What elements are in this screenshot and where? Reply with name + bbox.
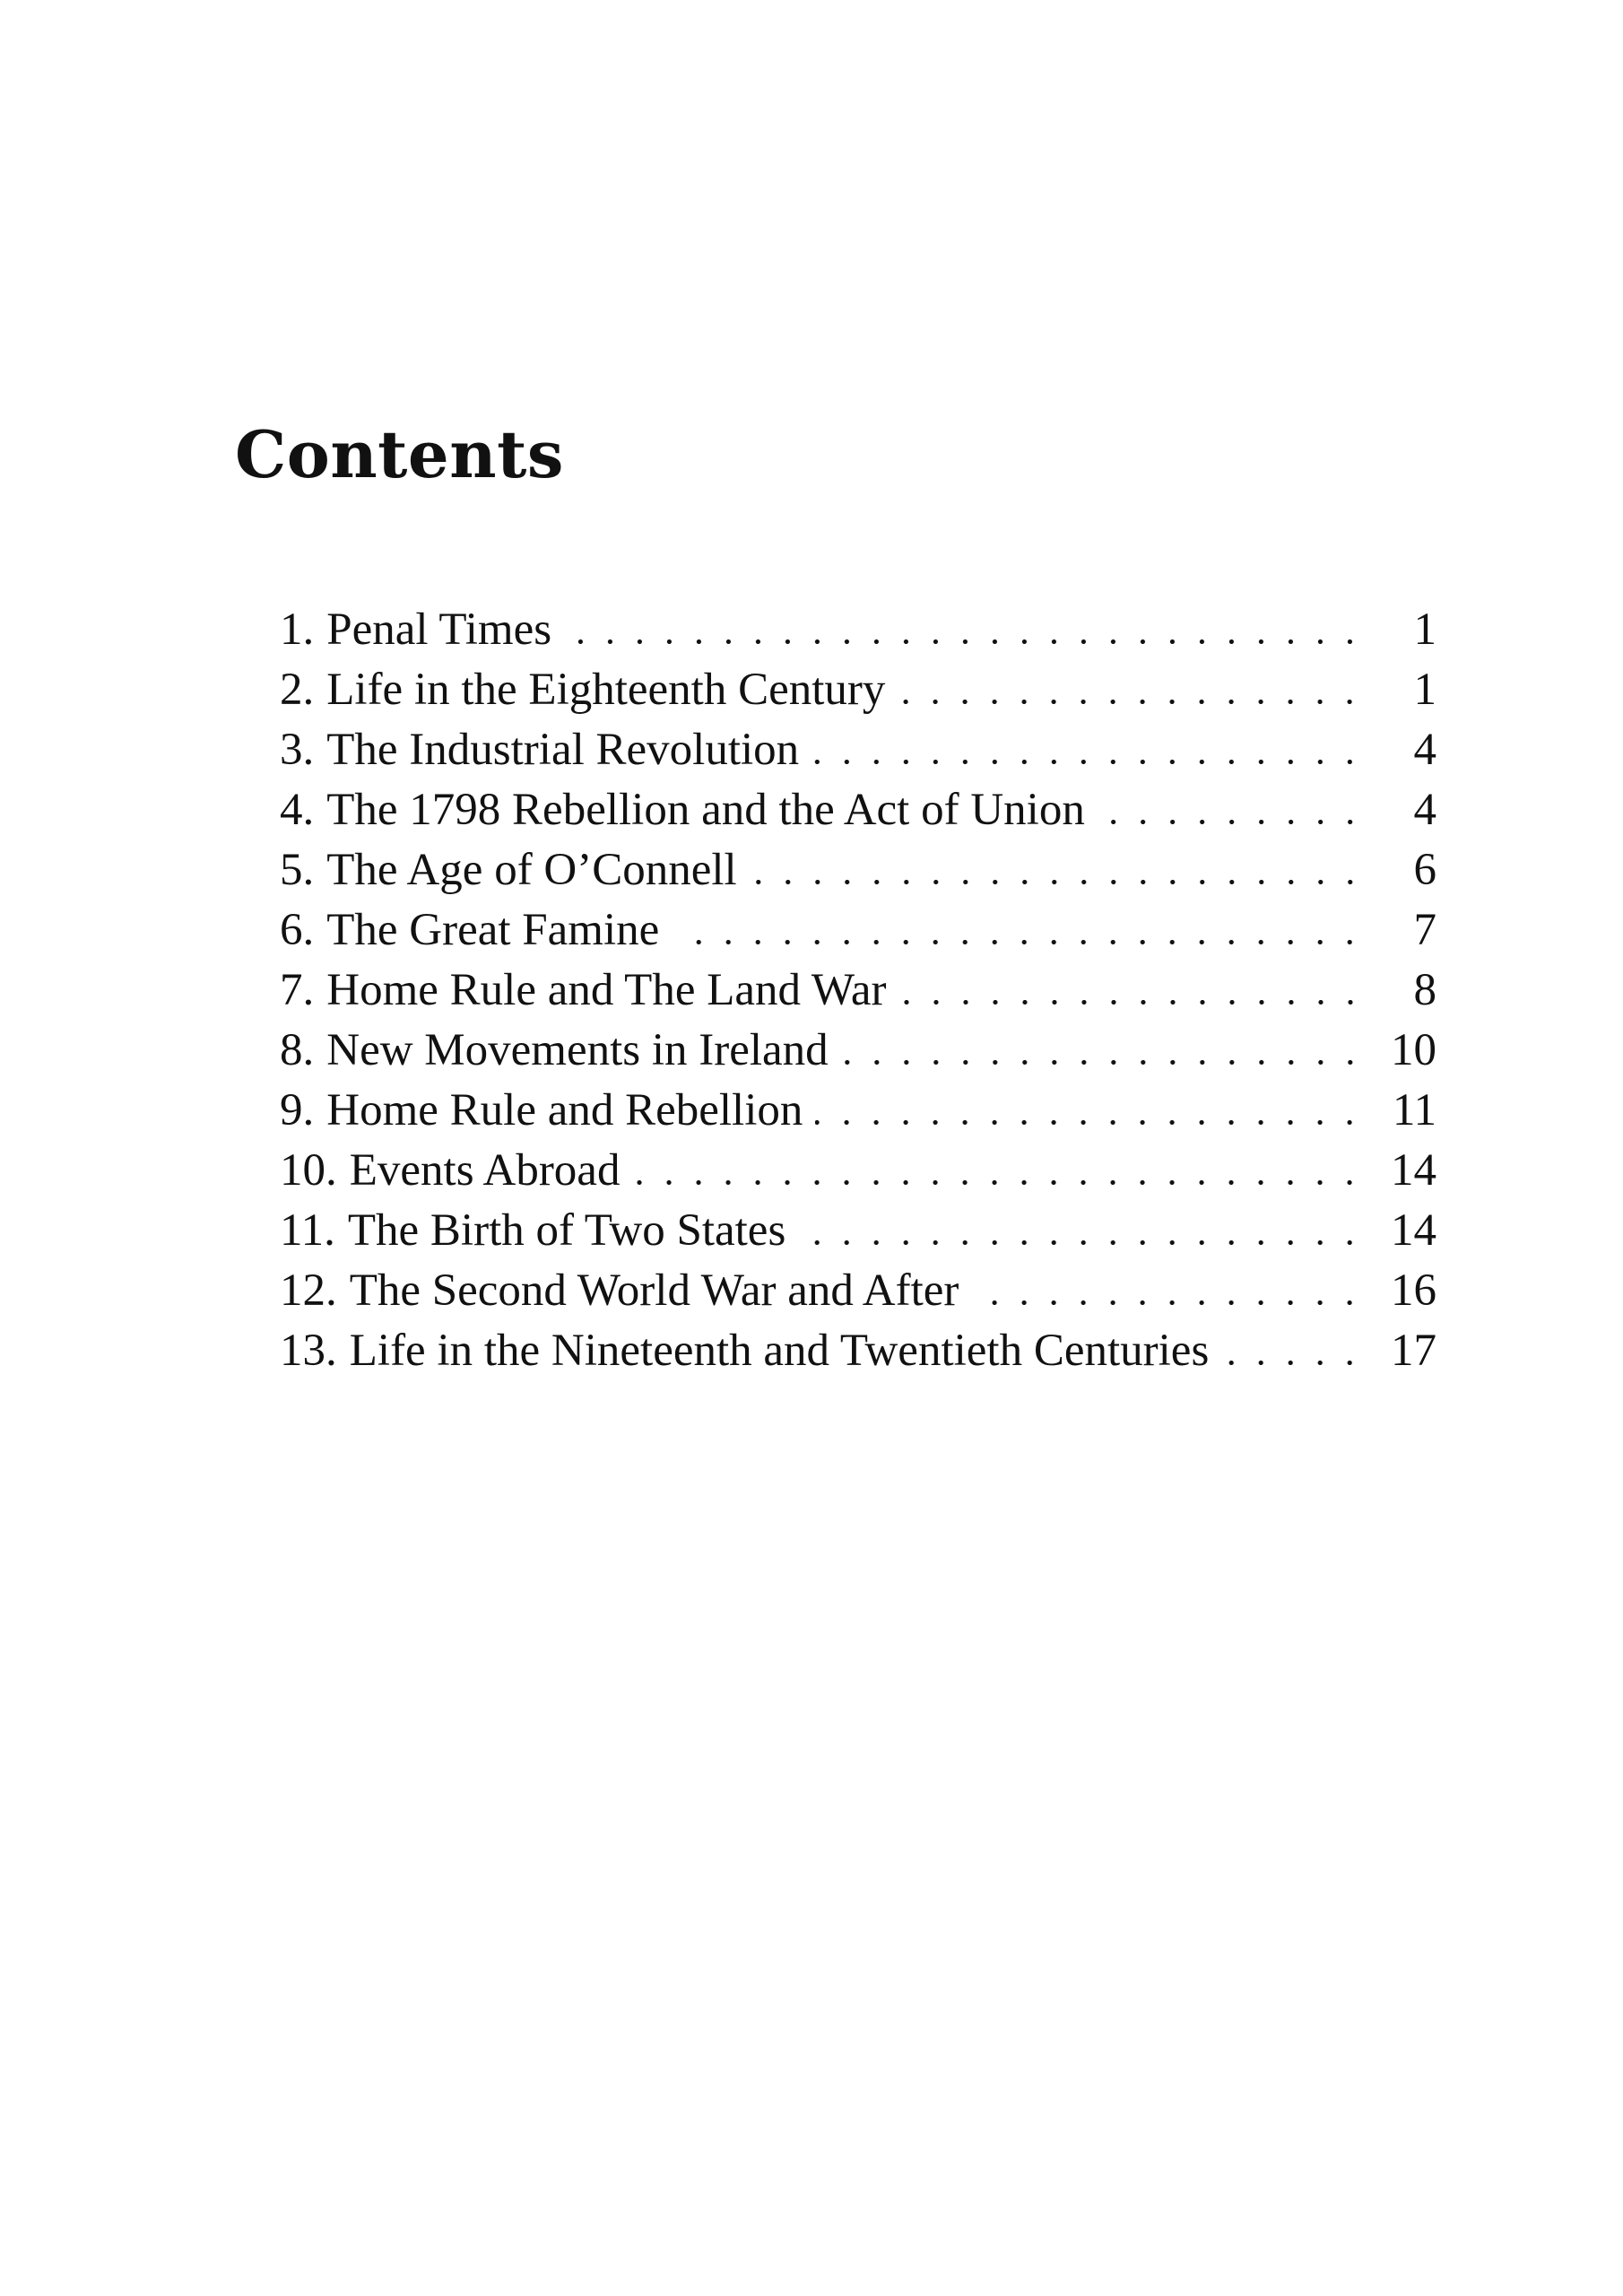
toc-entry-title: Penal Times bbox=[326, 604, 552, 655]
dot-leader bbox=[841, 1023, 1365, 1077]
toc-entry-6 bbox=[280, 900, 1436, 960]
toc-entry-title: The Industrial Revolution bbox=[326, 724, 800, 775]
toc-entry-title: The Second World War and After bbox=[349, 1265, 959, 1316]
toc-entry-title: Life in the Eighteenth Century bbox=[326, 664, 886, 715]
toc-entry-page: 8 bbox=[1413, 964, 1436, 1015]
toc-entry-11 bbox=[280, 1200, 1436, 1260]
toc-entry-number: 8. bbox=[280, 1024, 315, 1075]
toc-entry-page: 1 bbox=[1413, 664, 1436, 715]
dot-leader bbox=[815, 1083, 1365, 1137]
toc-entry-page: 14 bbox=[1391, 1205, 1436, 1256]
toc-entry-12 bbox=[280, 1260, 1436, 1320]
dot-leader bbox=[632, 1144, 1365, 1197]
toc-entry-1 bbox=[280, 599, 1436, 659]
toc-entry-page: 11 bbox=[1392, 1084, 1436, 1135]
dot-leader bbox=[898, 663, 1365, 717]
toc-entry-title: The Great Famine bbox=[326, 904, 660, 955]
toc-entry-title: Events Abroad bbox=[349, 1144, 621, 1196]
toc-entry-number: 7. bbox=[280, 964, 315, 1015]
toc-entry-number: 9. bbox=[280, 1084, 315, 1135]
toc-entry-7 bbox=[280, 960, 1436, 1020]
toc-entry-number: 3. bbox=[280, 724, 315, 775]
toc-entry-10 bbox=[280, 1140, 1436, 1200]
toc-entry-number: 11. bbox=[280, 1205, 335, 1256]
toc-entry-page: 1 bbox=[1413, 604, 1436, 655]
toc-entry-number: 2. bbox=[280, 664, 315, 715]
toc-entry-number: 12. bbox=[280, 1265, 337, 1316]
dot-leader bbox=[798, 1204, 1365, 1257]
toc-entry-number: 1. bbox=[280, 604, 315, 655]
toc-entry-page: 4 bbox=[1413, 724, 1436, 775]
dot-leader bbox=[672, 903, 1365, 957]
toc-entry-3 bbox=[280, 719, 1436, 779]
toc-entry-title: The Birth of Two States bbox=[347, 1205, 786, 1256]
dot-leader bbox=[1098, 783, 1365, 837]
page-title: Contents bbox=[235, 416, 564, 492]
toc-entry-8 bbox=[280, 1020, 1436, 1080]
toc-entry-page: 6 bbox=[1413, 844, 1436, 895]
dot-leader bbox=[899, 963, 1365, 1017]
toc-entry-13 bbox=[280, 1320, 1436, 1380]
toc-entry-2 bbox=[280, 659, 1436, 719]
toc-entry-page: 4 bbox=[1413, 784, 1436, 835]
dot-leader bbox=[750, 843, 1365, 897]
toc-entry-title: New Movements in Ireland bbox=[326, 1024, 829, 1075]
toc-entry-page: 7 bbox=[1413, 904, 1436, 955]
dot-leader bbox=[1221, 1324, 1365, 1378]
toc-entry-page: 10 bbox=[1391, 1024, 1436, 1075]
dot-leader bbox=[971, 1264, 1365, 1318]
table-of-contents bbox=[280, 599, 1436, 1380]
dot-leader bbox=[812, 723, 1365, 777]
toc-entry-number: 10. bbox=[280, 1144, 337, 1196]
toc-entry-number: 5. bbox=[280, 844, 315, 895]
toc-entry-title: The 1798 Rebellion and the Act of Union bbox=[326, 784, 1085, 835]
toc-entry-number: 13. bbox=[280, 1325, 337, 1376]
dot-leader bbox=[564, 603, 1365, 657]
toc-entry-title: The Age of O’Connell bbox=[326, 844, 737, 895]
toc-entry-title: Home Rule and The Land War bbox=[326, 964, 887, 1015]
toc-entry-number: 4. bbox=[280, 784, 315, 835]
toc-entry-9 bbox=[280, 1080, 1436, 1140]
toc-entry-page: 14 bbox=[1391, 1144, 1436, 1196]
toc-entry-page: 16 bbox=[1391, 1265, 1436, 1316]
toc-entry-page: 17 bbox=[1391, 1325, 1436, 1376]
toc-entry-5 bbox=[280, 839, 1436, 900]
toc-entry-title: Life in the Nineteenth and Twentieth Centuries bbox=[349, 1325, 1210, 1376]
toc-entry-title: Home Rule and Rebellion bbox=[326, 1084, 803, 1135]
toc-entry-4 bbox=[280, 779, 1436, 839]
toc-entry-number: 6. bbox=[280, 904, 315, 955]
